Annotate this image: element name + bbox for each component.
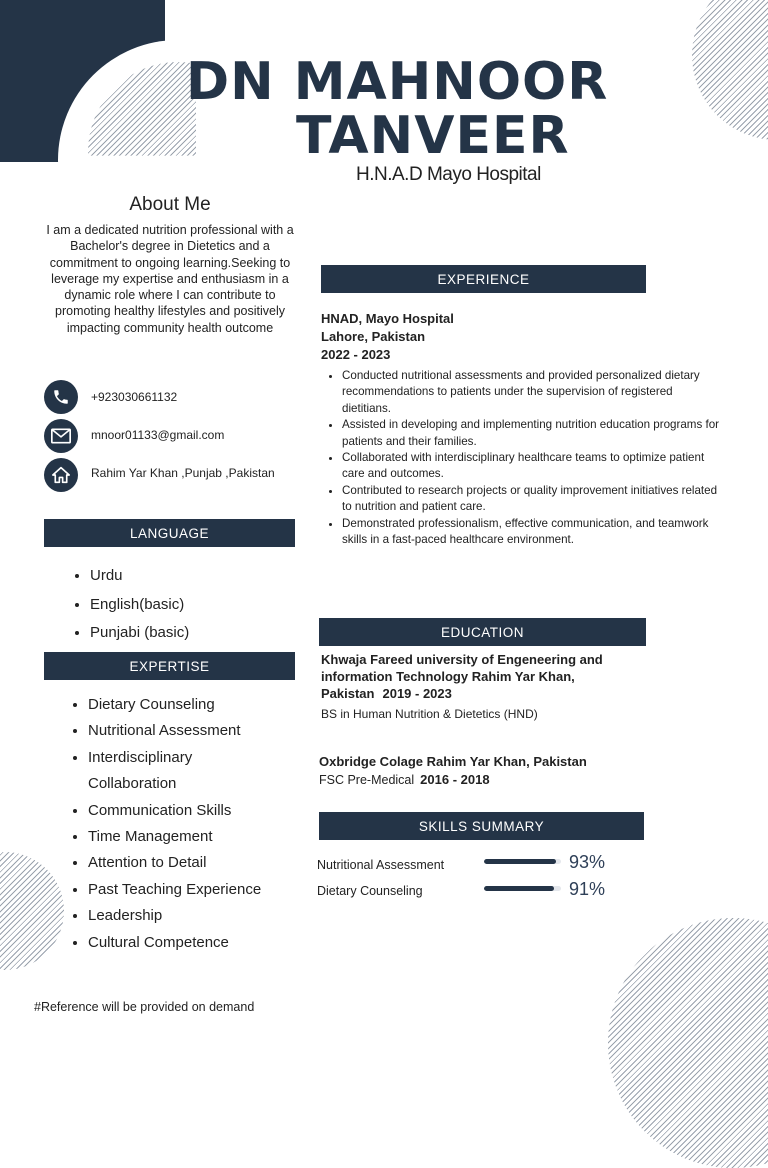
- subtitle: H.N.A.D Mayo Hospital: [356, 164, 541, 185]
- email-icon: [44, 419, 78, 453]
- language-bar: LANGUAGE: [44, 519, 295, 547]
- striped-circle-top-right: [692, 0, 768, 140]
- list-item: • Cultural Competence: [88, 930, 318, 956]
- experience-years: 2022 - 2023: [321, 347, 391, 362]
- education-school-2: Oxbridge Colage Rahim Yar Khan, Pakistan: [319, 754, 587, 769]
- list-item: • Demonstrated professionalism, effective communication, and teamwork skills in a fast-paced healthcare environment.: [342, 516, 722, 549]
- striped-circle-bottom-left: [0, 852, 64, 970]
- list-item: • Dietary Counseling: [88, 692, 318, 718]
- striped-circle-bottom-right: [608, 918, 768, 1168]
- list-item: • Contributed to research projects or quality improvement initiatives related to nutrition and patient care.: [342, 483, 722, 516]
- skills-bar: SKILLS SUMMARY: [319, 812, 644, 840]
- list-item: • Communication Skills: [88, 798, 318, 824]
- skill-label: Nutritional Assessment: [317, 858, 445, 872]
- list-item: • Time Management: [88, 824, 318, 850]
- skill-fill: [484, 886, 554, 891]
- list-item: • Punjabi (basic): [90, 619, 189, 648]
- education-years-2: 2016 - 2018: [420, 772, 490, 787]
- phone-text: +923030661132: [91, 390, 178, 404]
- education-years: 2019 - 2023: [382, 686, 452, 701]
- list-item: • Interdisciplinary Collaboration: [88, 745, 238, 798]
- list-item: • English(basic): [90, 591, 189, 620]
- education-school: Khwaja Fareed university of Engeneering and information Technology Rahim Yar Khan, Pakistan: [321, 652, 603, 701]
- education-entry-1: [321, 651, 621, 702]
- education-bar: EDUCATION: [319, 618, 646, 646]
- skill-track: [484, 859, 561, 864]
- skill-percent: 93%: [569, 852, 606, 872]
- list-item: • Past Teaching Experience: [88, 877, 318, 903]
- list-item: • Attention to Detail: [88, 850, 318, 876]
- footer-note: #Reference will be provided on demand: [34, 1000, 255, 1014]
- address-text: Rahim Yar Khan ,Punjab ,Pakistan: [91, 466, 275, 480]
- list-item: • Nutritional Assessment: [88, 718, 318, 744]
- name-line-2: TANVEER: [296, 106, 570, 166]
- email-text: mnoor01133@gmail.com: [91, 428, 225, 442]
- list-item: • Urdu: [90, 562, 189, 591]
- experience-bar: EXPERIENCE: [321, 265, 646, 293]
- name-line-1: DN MAHNOOR: [186, 52, 609, 112]
- education-entry-2: [319, 772, 490, 787]
- list-item: • Collaborated with interdisciplinary healthcare teams to optimize patient care and outcomes.: [342, 450, 722, 483]
- home-icon: [44, 458, 78, 492]
- experience-header: [321, 310, 454, 364]
- skill-fill: [484, 859, 556, 864]
- skill-percent: 91%: [569, 879, 606, 899]
- education-degree-2: FSC Pre-Medical: [319, 773, 415, 787]
- skill-label: Dietary Counseling: [317, 884, 423, 898]
- education-degree: BS in Human Nutrition & Dietetics (HND): [321, 707, 538, 721]
- experience-org: HNAD, Mayo Hospital: [321, 311, 454, 326]
- phone-icon: [44, 380, 78, 414]
- expertise-list: [58, 692, 318, 956]
- about-title: About Me: [129, 194, 211, 215]
- experience-location: Lahore, Pakistan: [321, 329, 426, 344]
- language-list: [60, 562, 189, 648]
- skill-track: [484, 886, 561, 891]
- about-text: I am a dedicated nutrition professional with a Bachelor's degree in Dietetics and a commitment to ongoing learning.Seeking to leverage my expertise and enthusiasm in a dynamic role where I can contribute to promoting healthy lifestyles and positively impacting community health outcome: [46, 223, 294, 335]
- list-item: • Assisted in developing and implementing nutrition education programs for patients and their families.: [342, 417, 722, 450]
- list-item: • Conducted nutritional assessments and provided personalized dietary recommendations to patients under the supervision of registered dietitians.: [342, 368, 722, 417]
- experience-list: [326, 368, 722, 548]
- list-item: • Leadership: [88, 903, 318, 929]
- expertise-bar: EXPERTISE: [44, 652, 295, 680]
